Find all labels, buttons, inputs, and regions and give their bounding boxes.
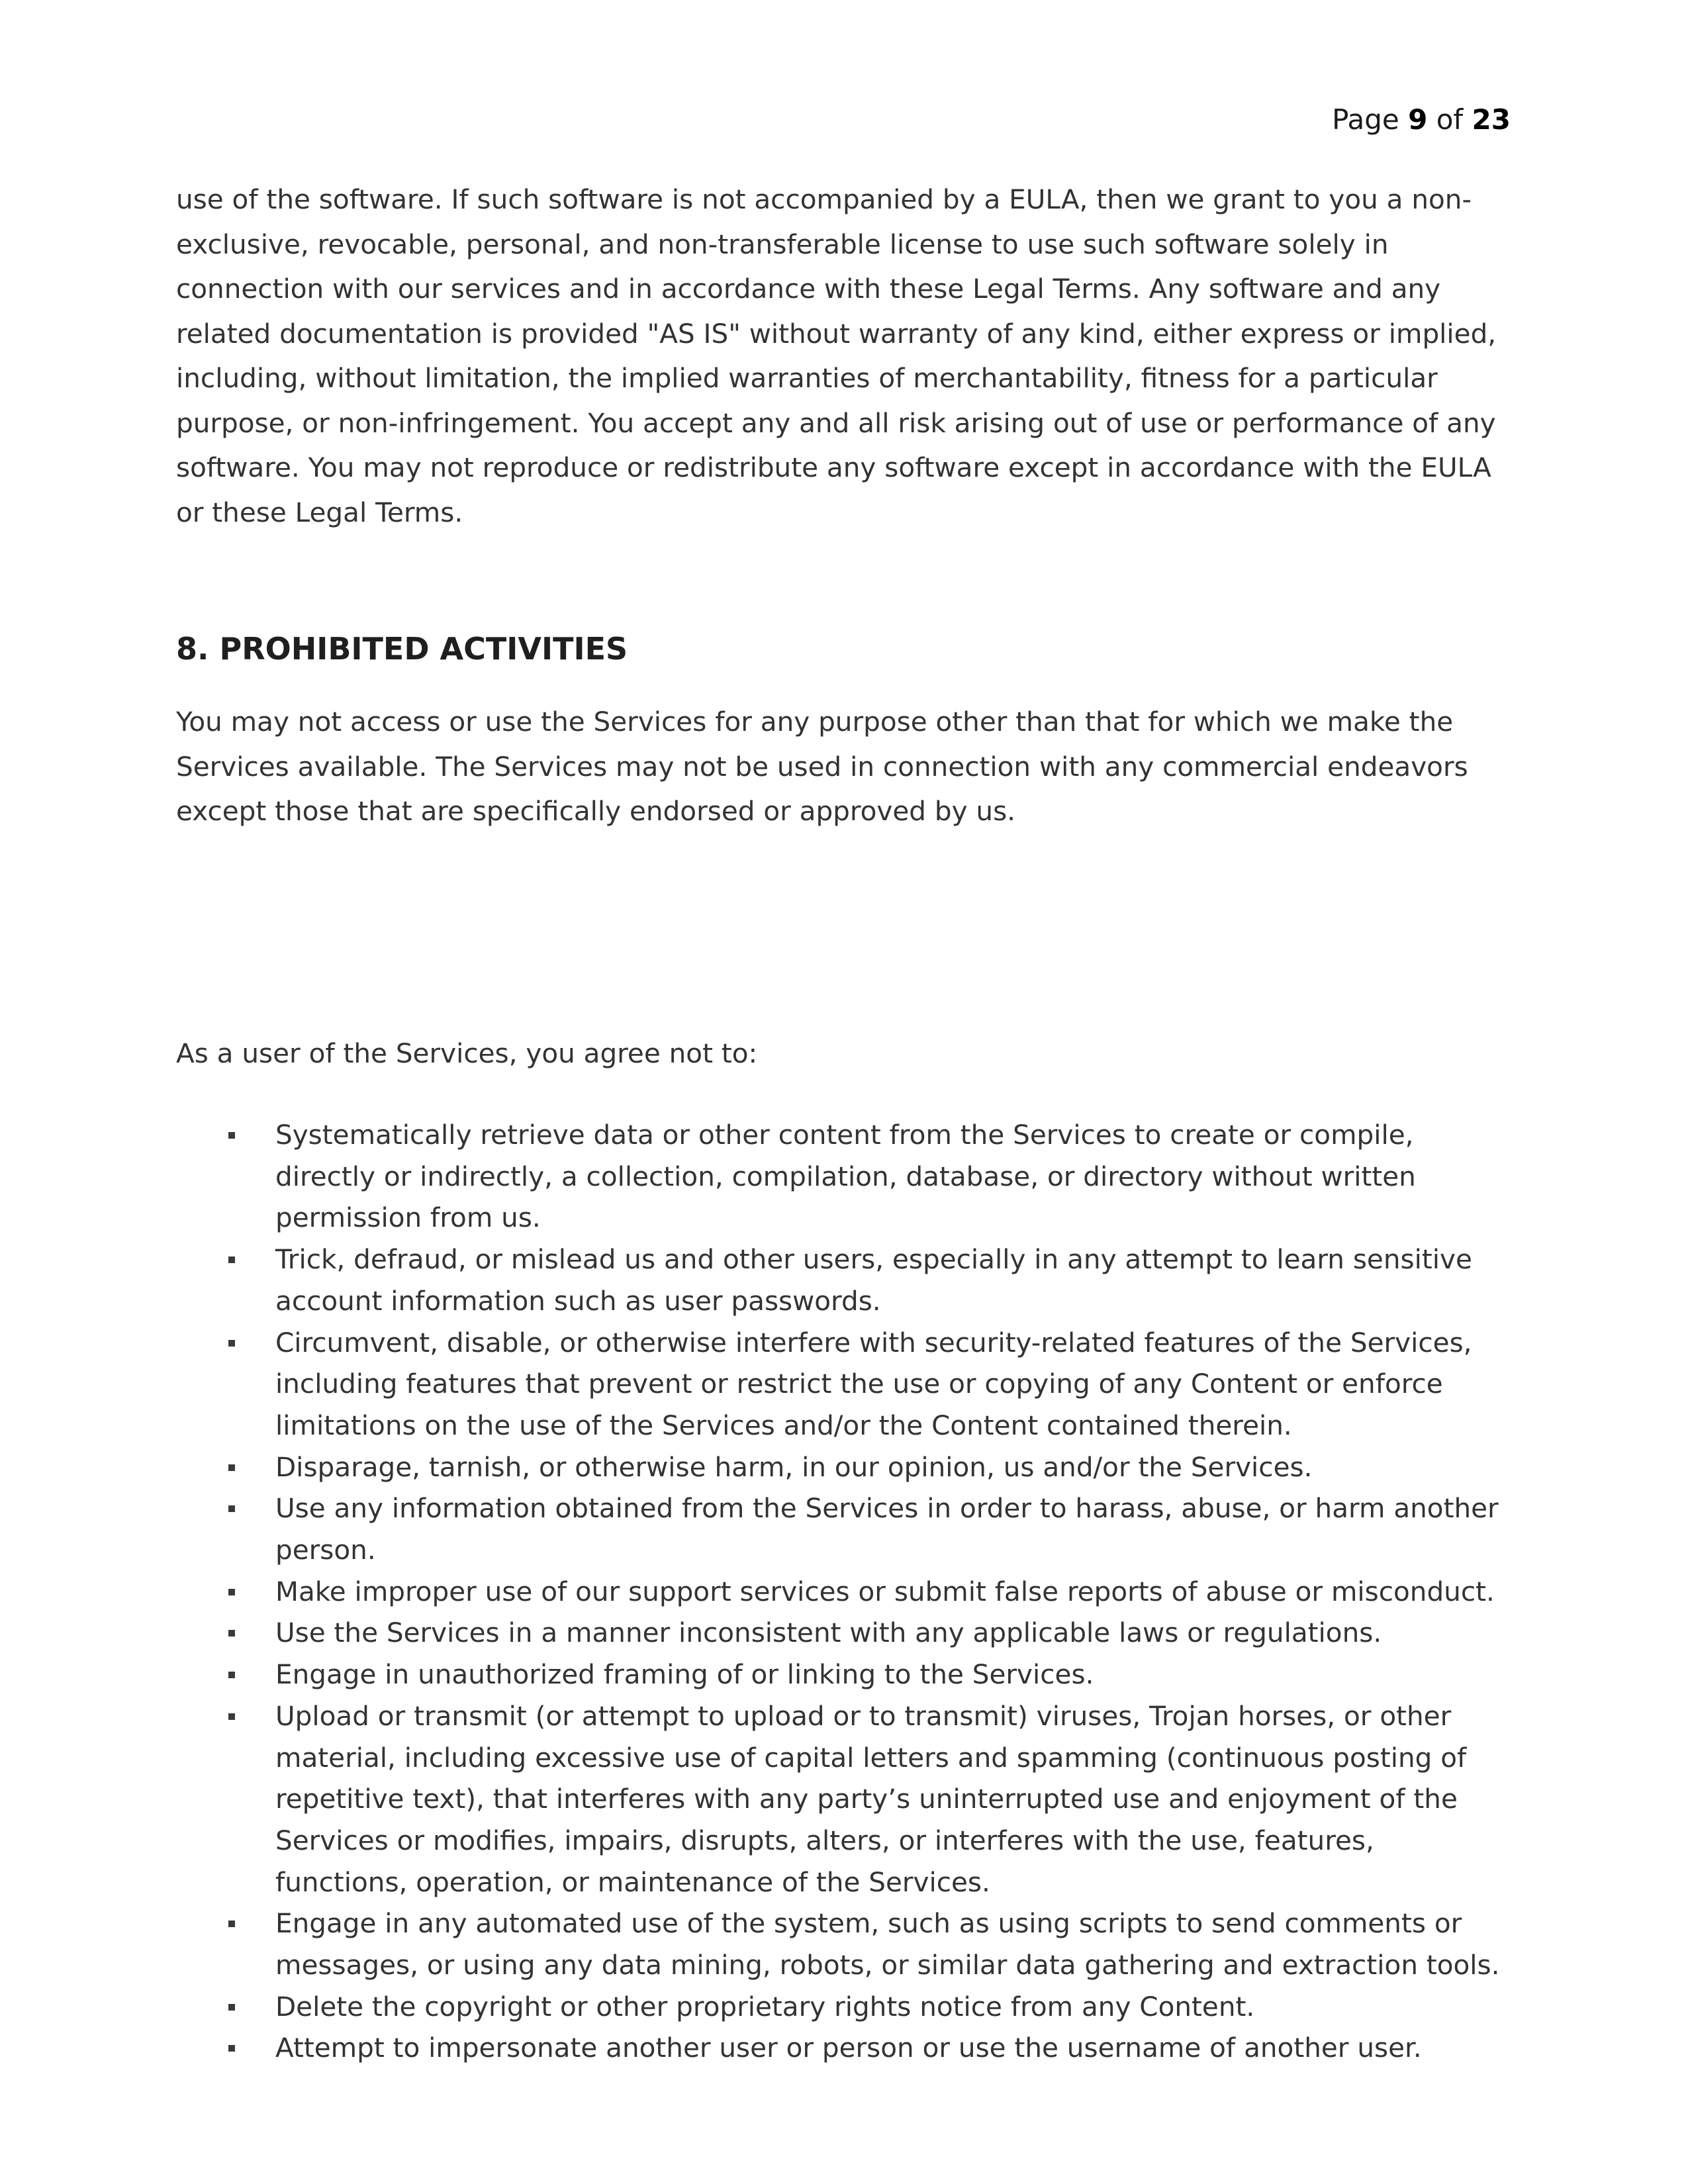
list-item (176, 1488, 1513, 1570)
list-item-text: Upload or transmit (or attempt to upload or to transmit) viruses, Trojan horses, or other material, including excessive use of capital letters and spamming (continuous posting of repetitive text), that interferes with any party’s uninterrupted use and enjoyment of the Services or modifies, impairs, disrupts, alters, or interferes with the use, features, functions, operation, or maintenance of the Services. (275, 1699, 1467, 1898)
square-bullet-icon (228, 1713, 235, 1720)
square-bullet-icon (228, 1464, 235, 1471)
list-item (176, 1903, 1513, 1985)
square-bullet-icon (228, 1672, 235, 1678)
square-bullet-icon (228, 1921, 235, 1927)
list-item-text: Use the Services in a manner inconsistent with any applicable laws or regulations. (275, 1617, 1382, 1649)
list-item-text: Trick, defraud, or mislead us and other users, especially in any attempt to learn sensitive account information such as user passwords. (275, 1243, 1472, 1317)
list-item-text: Attempt to impersonate another user or person or use the username of another user. (275, 2032, 1422, 2064)
list-item-text: Disparage, tarnish, or otherwise harm, in our opinion, us and/or the Services. (275, 1450, 1313, 1483)
prohibited-list (176, 1114, 1513, 2069)
square-bullet-icon (228, 1630, 235, 1637)
square-bullet-icon (228, 2004, 235, 2011)
square-bullet-icon (228, 2045, 235, 2052)
list-item (176, 1612, 1513, 1654)
page-number (1332, 102, 1511, 138)
list-item (176, 2027, 1513, 2069)
square-bullet-icon (228, 1132, 235, 1139)
page-current: 9 (1408, 103, 1428, 136)
list-item-text: Circumvent, disable, or otherwise interfere with security-related features of the Services, including features that prevent or restrict the use or copying of any Content or enforce limitations on the use of the Services and/or the Content contained therein. (275, 1326, 1472, 1441)
square-bullet-icon (228, 1340, 235, 1347)
section-paragraph: You may not access or use the Services for any purpose other than that for which we make the Services available. The Services may not be used in connection with any commercial endeavors except those that are specifically endorsed or approved by us. (176, 706, 1468, 827)
page-total: 23 (1472, 103, 1511, 136)
list-item (176, 1654, 1513, 1695)
list-item (176, 1114, 1513, 1239)
list-item (176, 1986, 1513, 2028)
list-item-text: Engage in unauthorized framing of or linking to the Services. (275, 1658, 1094, 1691)
square-bullet-icon (228, 1257, 235, 1263)
section-heading: 8. PROHIBITED ACTIVITIES (176, 631, 628, 667)
list-item-text: Delete the copyright or other proprietary rights notice from any Content. (275, 1990, 1255, 2022)
of-word: of (1436, 103, 1464, 136)
list-item (176, 1571, 1513, 1613)
list-item (176, 1695, 1513, 1903)
list-item-text: Make improper use of our support services or submit false reports of abuse or misconduct. (275, 1575, 1495, 1607)
page-word: Page (1332, 103, 1399, 136)
list-item-text: Use any information obtained from the Services in order to harass, abuse, or harm another person. (275, 1492, 1499, 1566)
square-bullet-icon (228, 1589, 235, 1595)
list-item (176, 1447, 1513, 1488)
list-item (176, 1239, 1513, 1321)
agree-intro: As a user of the Services, you agree not to: (176, 1037, 758, 1069)
list-item (176, 1322, 1513, 1447)
list-item-text: Systematically retrieve data or other content from the Services to create or compile, directly or indirectly, a collection, compilation, database, or directory without written permission from us. (275, 1119, 1416, 1234)
square-bullet-icon (228, 1505, 235, 1512)
page-content (176, 177, 1513, 2064)
list-item-text: Engage in any automated use of the system, such as using scripts to send comments or messages, or using any data mining, robots, or similar data gathering and extraction tools. (275, 1907, 1500, 1981)
intro-paragraph: use of the software. If such software is not accompanied by a EULA, then we grant to you a non-exclusive, revocable, personal, and non-transferable license to use such software solely in connection with our services and in accordance with these Legal Terms. Any software and any related documentation is provided "AS IS" without warranty of any kind, either express or implied, including, without limitation, the implied warranties of merchantability, fitness for a particular purpose, or non-infringement. You accept any and all risk arising out of use or performance of any software. You may not reproduce or redistribute any software except in accordance with the EULA or these Legal Terms. (176, 183, 1497, 528)
